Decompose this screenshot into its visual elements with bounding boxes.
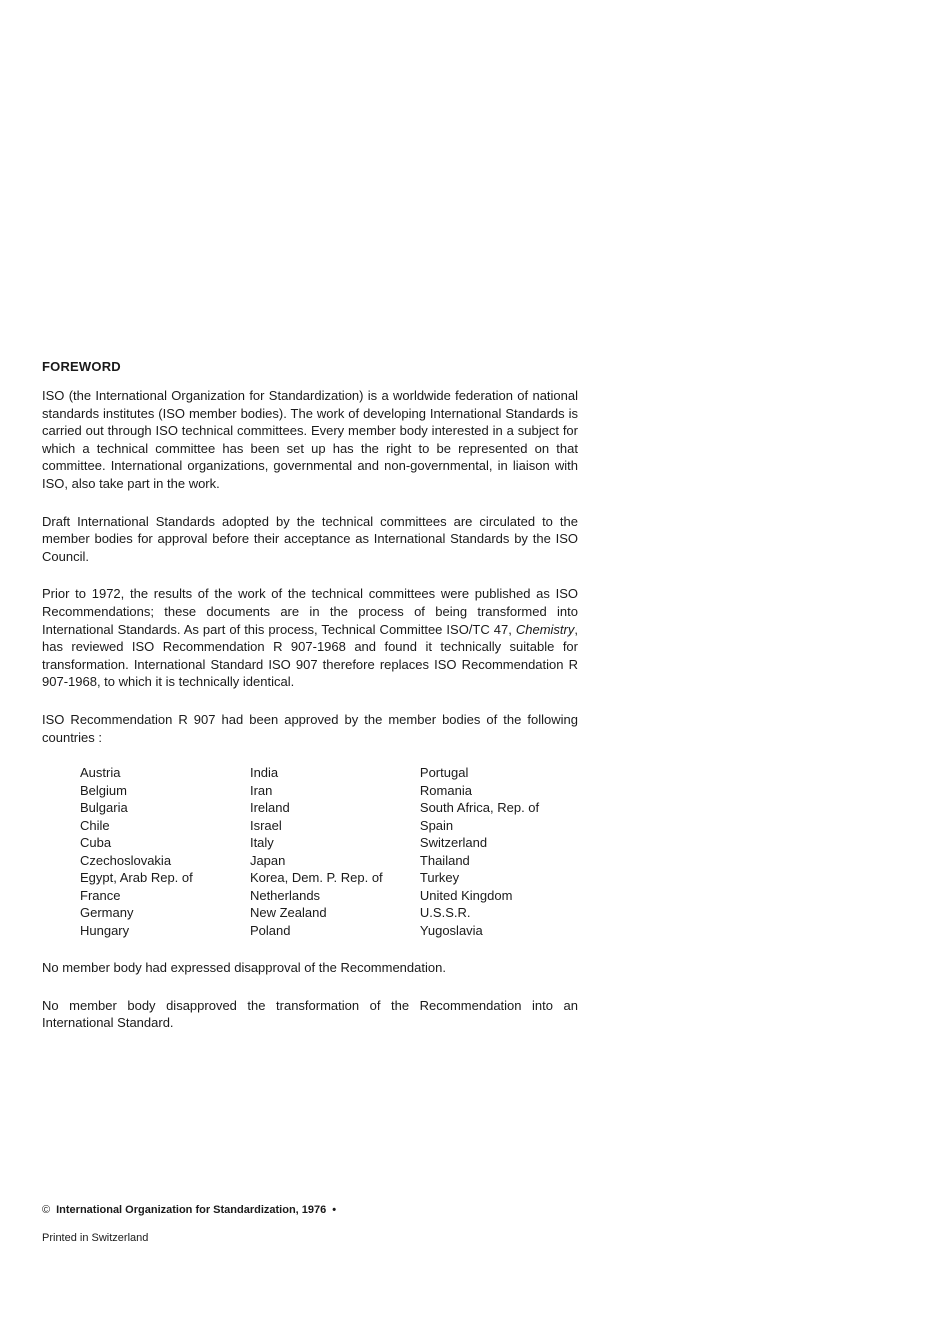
country-name: Chile xyxy=(80,817,110,833)
country-name: Turkey xyxy=(419,870,460,886)
country-name: Hungary xyxy=(80,922,130,938)
country-name: Poland xyxy=(249,922,291,938)
country-name: Yugoslavia xyxy=(419,922,483,938)
country-name: France xyxy=(80,887,121,903)
country-name: Czechoslovakia xyxy=(80,852,172,868)
country-list xyxy=(80,764,578,939)
country-name: Romania xyxy=(419,782,472,798)
country-name: Iran xyxy=(249,782,273,798)
country-name: Japan xyxy=(249,852,286,868)
country-name: New Zealand xyxy=(249,905,327,921)
country-name: Israel xyxy=(249,817,282,833)
country-name: Italy xyxy=(249,835,274,851)
country-name: Thailand xyxy=(419,852,470,868)
country-name: Netherlands xyxy=(249,887,321,903)
country-name: Portugal xyxy=(419,765,469,781)
foreword-section xyxy=(42,358,578,1052)
page-footer xyxy=(42,1202,336,1246)
country-name: Switzerland xyxy=(419,835,488,851)
country-name: Cuba xyxy=(80,835,112,851)
country-name: Spain xyxy=(419,817,454,833)
country-column-3 xyxy=(420,764,578,939)
history-text-end: , has reviewed ISO Recommendation R 907-1968 and found it technically suitable for transformation. International Standard ISO 907 therefore replaces ISO Recommendation R 907-1968, to which it is technically identical. xyxy=(42,621,578,690)
history-text-start: Prior to 1972, the results of the work of the technical committees were published as ISO Recommendations; these documents are in the process of being transformed into International Standards. As part of this process, Technical Committee ISO/TC 47, xyxy=(42,586,578,637)
copyright-icon: © xyxy=(42,1204,51,1216)
paragraph-no-disapproval-transformation: No member body disapproved the transformation of the Recommendation into an International Standard. xyxy=(42,997,578,1031)
printed-location: Printed in Switzerland xyxy=(42,1232,149,1244)
country-name: Ireland xyxy=(249,800,290,816)
country-name: Austria xyxy=(80,765,121,781)
bullet-icon: • xyxy=(332,1204,337,1216)
copyright-text: International Organization for Standardization, 1976 xyxy=(56,1204,327,1216)
country-name: India xyxy=(249,765,279,781)
paragraph-no-disapproval-recommendation: No member body had expressed disapproval of the Recommendation. xyxy=(42,960,446,976)
country-column-1 xyxy=(80,764,250,939)
history-committee-name: Chemistry xyxy=(515,621,575,637)
country-name: U.S.S.R. xyxy=(419,905,471,921)
country-name: Belgium xyxy=(80,782,127,798)
paragraph-draft-standards: Draft International Standards adopted by the technical committees are circulated to the member bodies for approval before their acceptance as International Standards by the ISO Council. xyxy=(42,513,578,564)
country-name: Egypt, Arab Rep. of xyxy=(80,870,193,886)
country-name: United Kingdom xyxy=(419,887,513,903)
paragraph-approval: ISO Recommendation R 907 had been approved by the member bodies of the following countries : xyxy=(42,711,578,745)
copyright-line xyxy=(42,1202,336,1218)
country-name: South Africa, Rep. of xyxy=(419,800,540,816)
country-column-2 xyxy=(250,764,420,939)
country-name: Bulgaria xyxy=(80,800,128,816)
paragraph-history xyxy=(42,585,578,691)
country-name: Germany xyxy=(80,905,134,921)
foreword-heading: FOREWORD xyxy=(42,359,121,374)
country-name: Korea, Dem. P. Rep. of xyxy=(249,870,383,886)
paragraph-iso-intro: ISO (the International Organization for Standardization) is a worldwide federation of national standards institutes (ISO member bodies). The work of developing International Standards is carried out through ISO technical committees. Every member body interested in a subject for which a technical committee has been set up has the right to be represented on that committee. International organizations, governmental and non-governmental, in liaison with ISO, also take part in the work. xyxy=(42,388,578,491)
